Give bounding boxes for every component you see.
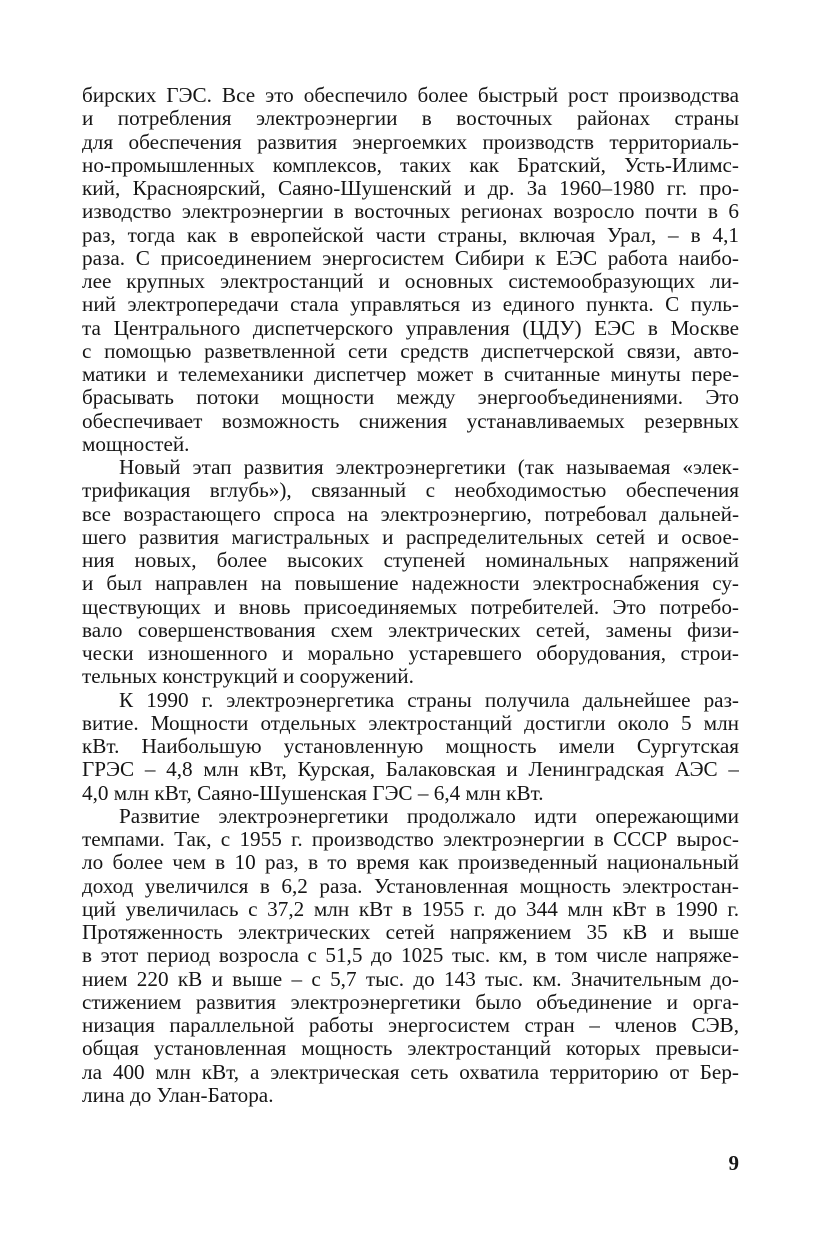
text-line: ГРЭС – 4,8 млн кВт, Курская, Балаковская и Ленинградская АЭС – bbox=[82, 758, 739, 782]
page-body bbox=[82, 84, 739, 1107]
text-line: все возрастающего спроса на электроэнергию, потребовал дальней- bbox=[82, 502, 739, 526]
text-line: кий, Красноярский, Саяно-Шушенский и др. За 1960–1980 гг. про- bbox=[82, 177, 739, 200]
text-line: витие. Мощности отдельных электростанций достигли около 5 млн bbox=[82, 711, 739, 735]
text-line: тельных конструкций и сооружений. bbox=[82, 665, 414, 689]
text-line: ний электропередачи стала управляться из единого пункта. С пуль- bbox=[82, 293, 739, 317]
text-line: стижением развития электроэнергетики было объединение и орга- bbox=[82, 990, 739, 1014]
paragraph-1 bbox=[82, 84, 739, 456]
text-line: вало совершенствования схем электрических сетей, замены физи- bbox=[82, 618, 739, 642]
text-line: раз, тогда как в европейской части страны, включая Урал, – в 4,1 bbox=[82, 223, 739, 247]
text-line: та Центрального диспетчерского управления (ЦДУ) ЕЭС в Москве bbox=[82, 316, 739, 340]
text-line: 4,0 млн кВт, Саяно-Шушенская ГЭС – 6,4 млн кВт. bbox=[82, 781, 544, 805]
text-line: Развитие электроэнергетики продолжало идти опережающими bbox=[119, 804, 739, 828]
text-line: ния новых, более высоких ступеней номинальных напряжений bbox=[82, 549, 739, 572]
text-line: трификация вглубь»), связанный с необходимостью обеспечения bbox=[82, 479, 739, 503]
text-line: Новый этап развития электроэнергетики (так называемая «элек- bbox=[119, 456, 739, 479]
paragraph-3 bbox=[82, 689, 739, 805]
text-line: матики и телемеханики диспетчер может в считанные минуты пере- bbox=[82, 363, 739, 386]
text-line: ществующих и вновь присоединяемых потребителей. Это потребо- bbox=[82, 595, 739, 619]
text-line: чески изношенного и морально устаревшего оборудования, строи- bbox=[82, 642, 739, 665]
text-line: ла 400 млн кВт, а электрическая сеть охватила территорию от Бер- bbox=[82, 1060, 739, 1084]
text-line: темпами. Так, с 1955 г. производство электроэнергии в СССР вырос- bbox=[82, 828, 739, 851]
text-line: лее крупных электростанций и основных системообразующих ли- bbox=[82, 270, 739, 293]
text-line: изводство электроэнергии в восточных регионах возросло почти в 6 bbox=[82, 200, 739, 224]
text-line: нием 220 кВ и выше – с 5,7 тыс. до 143 тыс. км. Значительным до- bbox=[82, 967, 739, 991]
text-line: лина до Улан-Батора. bbox=[82, 1083, 274, 1107]
text-line: и был направлен на повышение надежности электроснабжения су- bbox=[82, 572, 739, 596]
text-line: но-промышленных комплексов, таких как Братский, Усть-Илимс- bbox=[82, 153, 739, 177]
paragraph-2 bbox=[82, 456, 739, 689]
text-line: низация параллельной работы энергосистем стран – членов СЭВ, bbox=[82, 1014, 739, 1037]
page-number: 9 bbox=[728, 1151, 739, 1175]
text-line: бирских ГЭС. Все это обеспечило более быстрый рост производства bbox=[82, 84, 739, 107]
text-line: в этот период возросла с 51,5 до 1025 тыс. км, в том числе напряже- bbox=[82, 944, 739, 968]
text-line: Протяженность электрических сетей напряжением 35 кВ и выше bbox=[82, 921, 739, 944]
text-line: кВт. Наибольшую установленную мощность имели Сургутская bbox=[82, 735, 739, 758]
text-line: общая установленная мощность электростанций которых превыси- bbox=[82, 1037, 739, 1061]
text-line: ций увеличилась с 37,2 млн кВт в 1955 г. до 344 млн кВт в 1990 г. bbox=[82, 897, 739, 921]
paragraph-4 bbox=[82, 805, 739, 1107]
text-line: раза. С присоединением энергосистем Сибири к ЕЭС работа наибо- bbox=[82, 246, 739, 270]
text-line: и потребления электроэнергии в восточных районах страны bbox=[82, 107, 739, 131]
text-line: шего развития магистральных и распределительных сетей и освое- bbox=[82, 525, 739, 549]
text-line: брасывать потоки мощности между энергообъединениями. Это bbox=[82, 386, 739, 410]
text-line: для обеспечения развития энергоемких производств территориаль- bbox=[82, 130, 739, 154]
text-line: мощностей. bbox=[82, 432, 190, 456]
text-line: ло более чем в 10 раз, в то время как произведенный национальный bbox=[82, 851, 739, 875]
text-line: К 1990 г. электроэнергетика страны получила дальнейшее раз- bbox=[119, 688, 739, 712]
text-line: с помощью разветвленной сети средств диспетчерской связи, авто- bbox=[82, 339, 739, 363]
text-line: доход увеличился в 6,2 раза. Установленная мощность электростан- bbox=[82, 874, 739, 898]
text-line: обеспечивает возможность снижения устанавливаемых резервных bbox=[82, 409, 739, 433]
